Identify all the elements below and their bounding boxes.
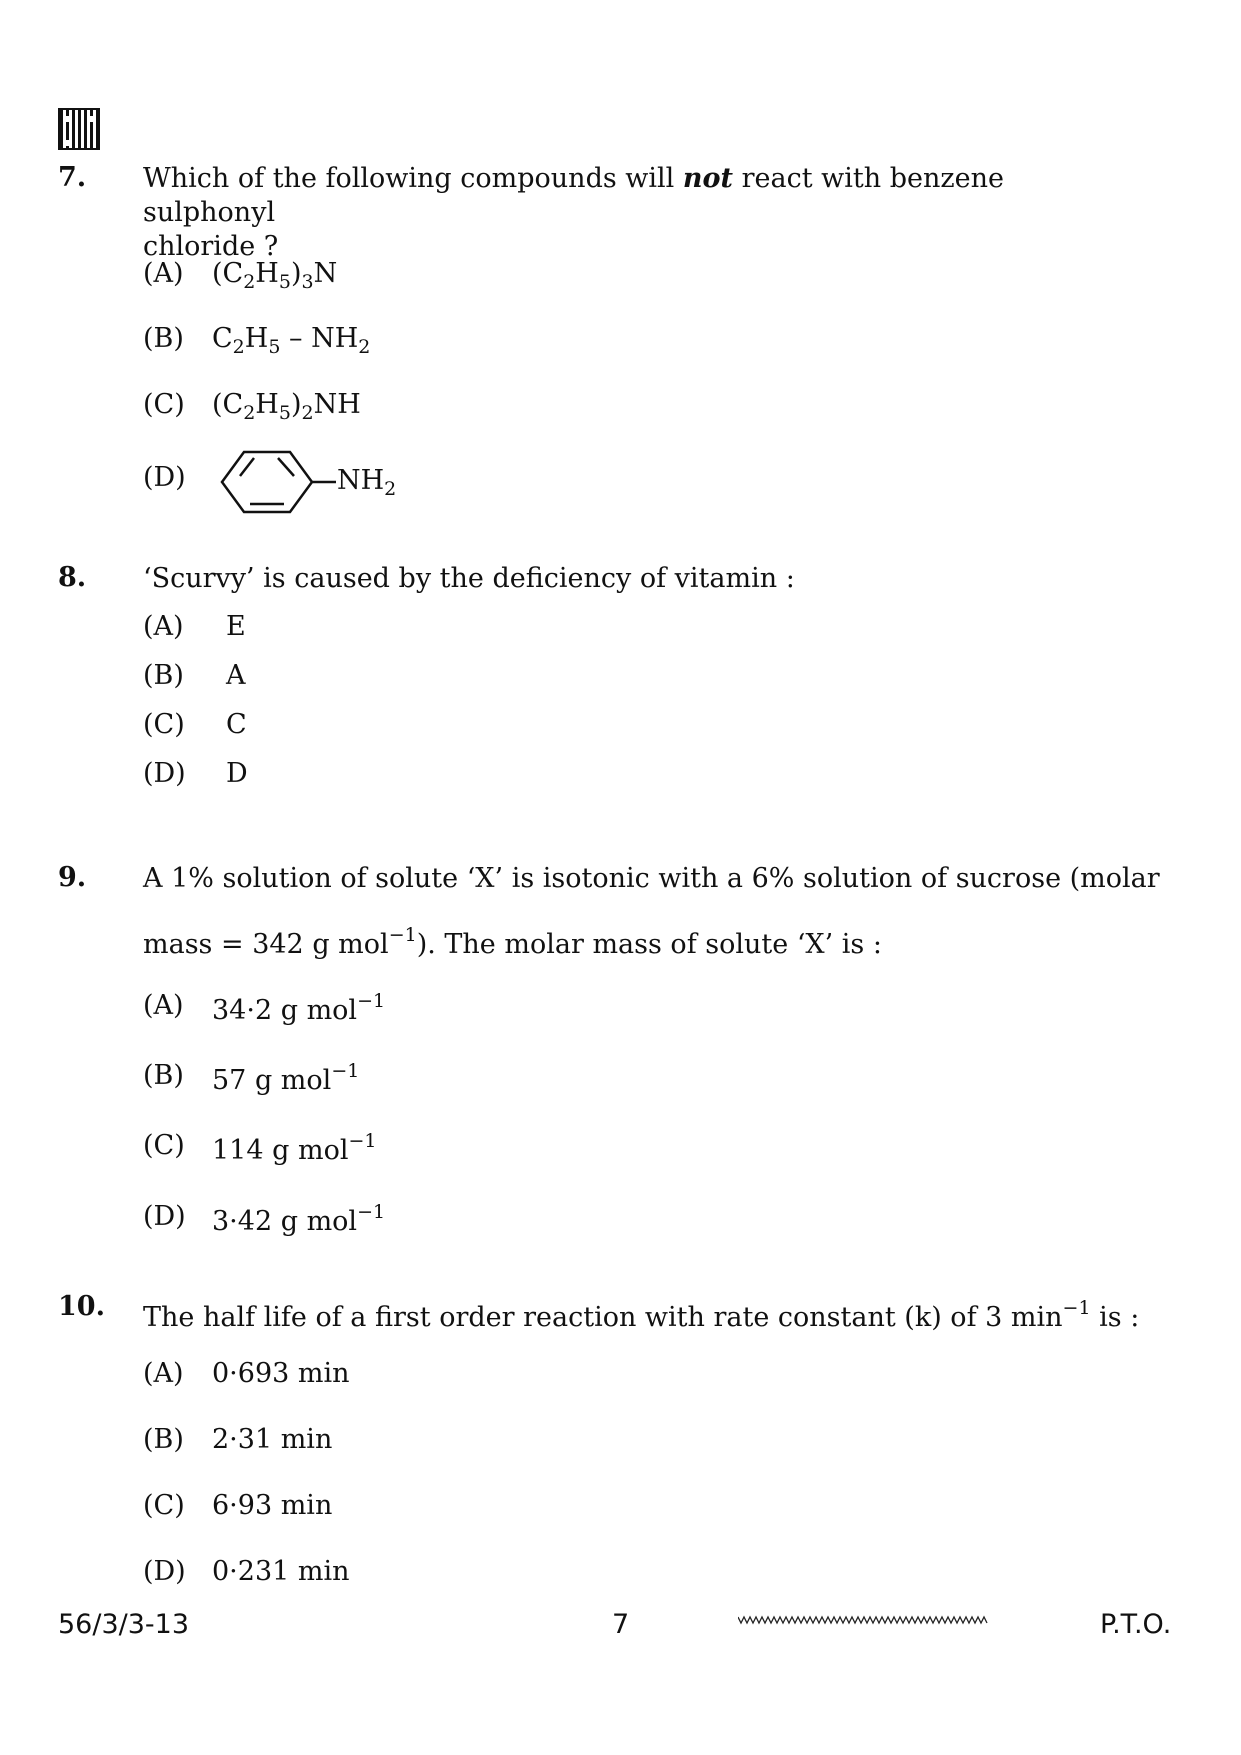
q9-option-a-exponent: −1 bbox=[357, 990, 386, 1012]
q9-option-c-text: 114 g mol bbox=[212, 1135, 349, 1166]
q9-option-a-label: (A) bbox=[143, 990, 184, 1021]
q9-option-c-label: (C) bbox=[143, 1130, 185, 1161]
question-10-exponent: −1 bbox=[1062, 1297, 1091, 1319]
q7-option-c-formula: $(C_2H_5)_2NH$ bbox=[212, 389, 361, 424]
q9-option-c-exponent: −1 bbox=[348, 1130, 377, 1152]
q7-option-d-label: (D) bbox=[143, 462, 186, 493]
question-8-number: 8. bbox=[58, 562, 87, 593]
q7-option-b-formula: $C_2H_5 - NH_2$ bbox=[212, 323, 371, 358]
question-7-text bbox=[143, 162, 1123, 264]
q9-option-d-label: (D) bbox=[143, 1201, 186, 1232]
q9-option-d-exponent: −1 bbox=[357, 1201, 386, 1223]
question-10-text-pre: The half life of a first order reaction with rate constant (k) of 3 min bbox=[143, 1302, 1063, 1333]
question-9-line2 bbox=[143, 918, 882, 962]
q8-option-d-label: (D) bbox=[143, 758, 186, 789]
q9-option-a-text: 34·2 g mol bbox=[212, 995, 358, 1026]
question-9-number: 9. bbox=[58, 862, 87, 893]
question-9-line1: A 1% solution of solute ‘X’ is isotonic with a 6% solution of sucrose (molar bbox=[143, 863, 1160, 894]
q8-option-a-value: E bbox=[226, 611, 246, 642]
q8-option-c-label: (C) bbox=[143, 709, 185, 740]
q9-option-d-value bbox=[212, 1201, 385, 1237]
question-7-text-part2: react with benzene sulphonyl bbox=[143, 163, 1004, 228]
q10-option-c-label: (C) bbox=[143, 1490, 185, 1521]
please-turn-over: P.T.O. bbox=[1100, 1609, 1172, 1640]
q7-option-a-label: (A) bbox=[143, 258, 184, 289]
question-7-emphasis: not bbox=[682, 163, 734, 194]
q9-option-b-value bbox=[212, 1060, 359, 1096]
q8-option-c-value: C bbox=[226, 709, 247, 740]
q10-option-a-label: (A) bbox=[143, 1358, 184, 1389]
question-10-text bbox=[143, 1291, 1139, 1335]
q8-option-d-value: D bbox=[226, 758, 248, 789]
q8-option-b-value: A bbox=[226, 660, 246, 691]
q9-option-b-exponent: −1 bbox=[331, 1060, 360, 1082]
q7-option-a-formula: $(C_2H_5)_3N$ bbox=[212, 258, 338, 293]
q10-option-c-value: 6·93 min bbox=[212, 1490, 333, 1521]
wavy-line-icon bbox=[738, 1613, 988, 1627]
question-10-text-post: is : bbox=[1090, 1302, 1140, 1333]
q9-option-b-label: (B) bbox=[143, 1060, 184, 1091]
qr-code-icon bbox=[58, 108, 100, 150]
paper-code: 56/3/3-13 bbox=[58, 1609, 190, 1640]
question-9-line2-post: ). The molar mass of solute ‘X’ is : bbox=[416, 929, 882, 960]
question-9-line2-pre: mass = 342 g mol bbox=[143, 929, 389, 960]
benzene-ring-icon bbox=[220, 448, 340, 516]
question-9-exponent: −1 bbox=[388, 924, 417, 946]
question-7-text-part1: Which of the following compounds will bbox=[143, 163, 683, 194]
q10-option-b-label: (B) bbox=[143, 1424, 184, 1455]
question-8-text: ‘Scurvy’ is caused by the deficiency of vitamin : bbox=[143, 563, 795, 594]
question-7-text-line2: chloride ? bbox=[143, 231, 279, 262]
q10-option-a-value: 0·693 min bbox=[212, 1358, 350, 1389]
q10-option-b-value: 2·31 min bbox=[212, 1424, 333, 1455]
q10-option-d-value: 0·231 min bbox=[212, 1556, 350, 1587]
q8-option-a-label: (A) bbox=[143, 611, 184, 642]
q7-option-d-group: $NH_2$ bbox=[337, 465, 397, 500]
page-number: 7 bbox=[612, 1609, 630, 1640]
question-7-number: 7. bbox=[58, 162, 87, 193]
q9-option-d-text: 3·42 g mol bbox=[212, 1206, 358, 1237]
q7-option-b-label: (B) bbox=[143, 323, 184, 354]
q9-option-b-text: 57 g mol bbox=[212, 1065, 332, 1096]
q9-option-c-value bbox=[212, 1130, 377, 1166]
q8-option-b-label: (B) bbox=[143, 660, 184, 691]
q10-option-d-label: (D) bbox=[143, 1556, 186, 1587]
q7-option-c-label: (C) bbox=[143, 389, 185, 420]
q9-option-a-value bbox=[212, 990, 385, 1026]
question-10-number: 10. bbox=[58, 1291, 105, 1322]
